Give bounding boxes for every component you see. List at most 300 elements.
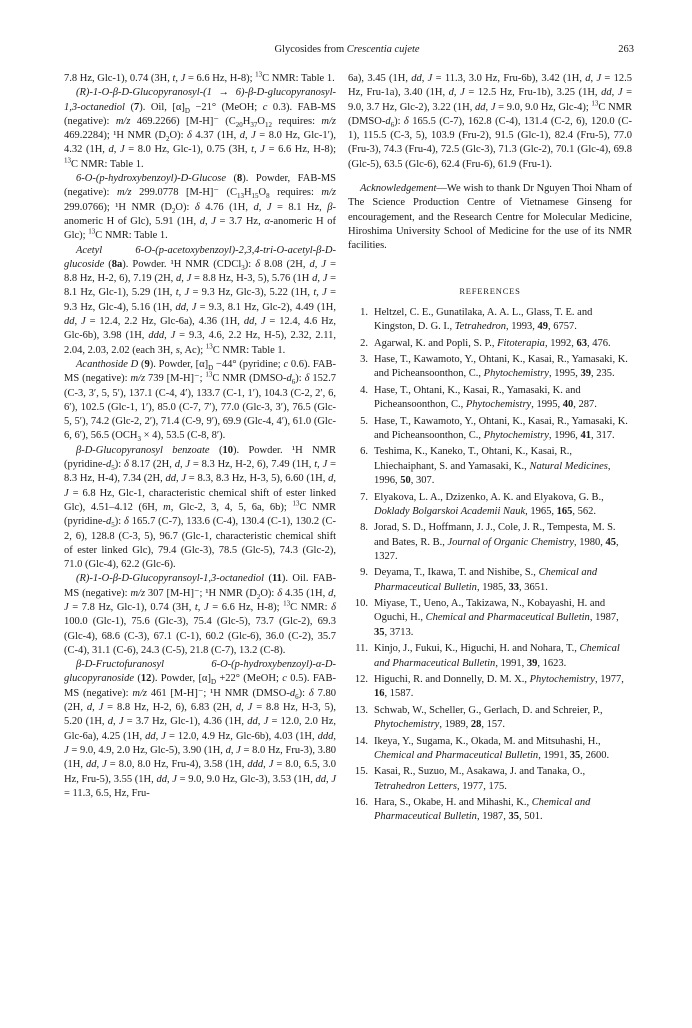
text-run: , 1996, bbox=[548, 429, 581, 441]
text-run: Chemical and Pharmaceutical Bulletin bbox=[374, 567, 598, 593]
text-run: Jorad, S. D., Hoffmann, J. J., Cole, J. R., Tempesta, M. S. and Bates, R. B., bbox=[374, 522, 616, 548]
acknowledgement-text: —We wish to thank Dr Nguyen Thoi Nham of The Science Production Centre of Vietnamese Ginseng for encouragement, and the Research Centre for Molecular Medicine, Hiroshima University School of Medicine for the use of its NMR facilities. bbox=[348, 183, 632, 252]
text-run: d bbox=[328, 473, 334, 485]
text-run: ). Powder. ¹H NMR (pyridine- bbox=[64, 444, 337, 471]
text-run: 0.5). FAB-MS (negative): bbox=[64, 673, 336, 699]
text-run: 20 bbox=[235, 120, 243, 129]
text-run: H bbox=[243, 187, 252, 199]
reference-text bbox=[374, 597, 632, 640]
text-run: dd bbox=[145, 730, 156, 742]
reference-item bbox=[348, 415, 632, 444]
text-run: J bbox=[118, 716, 124, 728]
text-run: Elyakova, L. A., Dzizenko, A. K. and Elyakova, G. B., bbox=[374, 491, 604, 503]
text-run: β bbox=[327, 201, 333, 213]
text-run: = 8.8 Hz, H-2, 6), 6.83 (2H, bbox=[103, 702, 236, 714]
text-run: J bbox=[191, 301, 197, 313]
text-run: O bbox=[258, 187, 267, 199]
paragraph bbox=[64, 658, 336, 801]
text-run: C NMR (DMSO- bbox=[212, 373, 287, 385]
text-run: J bbox=[203, 601, 209, 613]
reference-text bbox=[374, 384, 632, 413]
text-run: J bbox=[268, 759, 274, 771]
text-run: d bbox=[235, 702, 242, 714]
text-run: Deyama, T., Ikawa, T. and Nishibe, S., bbox=[374, 567, 539, 579]
text-run: 152.7 (C-3, 3′, 5, 5′), 137.1 (C-4, 4′), 133.7 (C-1, 1′), 104.3 (C-2, 2′, 6, 6′), 102.5 (Glc-1, 1′), 85.0 (C-7, 7′), 77.0 (Glc-3, 3′), 76.5 (Glc-5, 5′), 74.2 (Glc-2, 2′), 71.4 (C-9, 9′), 69.9 (Glc-4, 4′), 61.0 (Glc-6, 6′), 56.5 (OCH bbox=[64, 373, 336, 442]
text-run: d bbox=[239, 130, 245, 142]
text-run: J bbox=[322, 287, 327, 299]
text-run: J bbox=[180, 73, 186, 84]
text-run: ). Powder, FAB-MS (negative): bbox=[64, 173, 336, 199]
text-run: ( bbox=[138, 358, 145, 370]
text-run: J bbox=[185, 459, 191, 471]
text-run: , bbox=[181, 273, 187, 285]
reference-item bbox=[348, 353, 632, 382]
text-run: 35 bbox=[569, 749, 581, 761]
text-run: = 12.0, 2.0 Hz, Glc-6a), 4.25 (1H, bbox=[64, 716, 337, 742]
text-run: = 12.5 Hz, Fru-1b), 3.25 (1H, bbox=[464, 87, 602, 99]
text-run: Phytochemistry bbox=[529, 674, 595, 686]
reference-text bbox=[374, 353, 632, 382]
text-run: s bbox=[175, 344, 180, 356]
text-run: (R)-1-O-β-D-Glucopyransoyl-1,3-octanediol bbox=[76, 573, 265, 585]
text-run: Hara, S., Okabe, H. and Mihashi, K., bbox=[374, 797, 532, 809]
text-run: , bbox=[96, 759, 103, 771]
text-run: d bbox=[385, 115, 391, 127]
text-run: 4.76 (1H, bbox=[199, 201, 254, 213]
text-run: , 2600. bbox=[580, 749, 610, 761]
text-run: J bbox=[427, 73, 433, 84]
text-run: Chemical and Pharmaceutical Bulletin bbox=[425, 612, 590, 624]
paragraph bbox=[64, 444, 336, 573]
text-run: , 501. bbox=[518, 811, 543, 823]
reference-number: 6. bbox=[360, 446, 368, 458]
text-run: ( bbox=[226, 173, 238, 185]
text-run: dd bbox=[175, 301, 186, 313]
text-run: d bbox=[448, 87, 454, 99]
text-run: D bbox=[208, 364, 214, 373]
text-run: D bbox=[210, 678, 216, 687]
text-run: 2 bbox=[256, 592, 261, 601]
text-run: C NMR: Table 1. bbox=[262, 73, 335, 84]
text-run: , bbox=[155, 730, 162, 742]
text-run: 15 bbox=[251, 192, 259, 201]
text-run: H bbox=[242, 115, 251, 127]
text-run: = 6.8 Hz, Glc-1, characteristic chemical shift of ester linked Glc), 4.51–4.12 (6H, bbox=[64, 487, 336, 513]
text-run: (R)-1-O-β-D-Glucopyranosyl-(1 → 6)-β-D-glucopyranosyl-1,3-octanediol bbox=[64, 87, 336, 113]
text-run: d bbox=[199, 215, 205, 227]
text-run: ( bbox=[124, 101, 134, 113]
text-run: C NMR (pyridine- bbox=[64, 501, 336, 528]
text-run: , 317. bbox=[590, 429, 615, 441]
text-run: , bbox=[241, 702, 248, 714]
reference-number: 2. bbox=[360, 337, 368, 349]
text-run: , bbox=[611, 87, 618, 99]
text-run: m bbox=[163, 501, 171, 513]
text-run: c bbox=[283, 358, 289, 370]
text-run: = 12.4, 2.2 Hz, Glc-6a), 4.36 (1H, bbox=[85, 316, 244, 328]
text-run: C NMR: Table 1. bbox=[95, 230, 168, 242]
right-column bbox=[348, 72, 632, 827]
text-run: 37 bbox=[250, 120, 258, 129]
text-run: C NMR: Table 1. bbox=[212, 344, 286, 356]
text-run: 3 bbox=[137, 435, 141, 444]
text-run: 100.0 (Glc-1), 75.6 (Glc-3), 75.4 (Glc-5), 73.7 (Glc-2), 69.3 (Glc-4), 68.6 (C-3), 67.1 (C-1), 60.2 (Glc-6), 36.0 (C-2), 35.7 (C-4), 31.1 (C-6), 24.3 (C-5), 21.8 (C-7), 13.2 (C-8). bbox=[64, 616, 336, 656]
reference-item bbox=[348, 491, 632, 520]
text-run: m/z bbox=[130, 373, 146, 385]
acknowledgement-label: Acknowledgement bbox=[360, 183, 437, 195]
text-run: = 3.7 Hz, Glc-1), 4.36 (1H, bbox=[123, 716, 248, 728]
text-run: J bbox=[247, 702, 253, 714]
text-run: 299.0766); ¹H NMR (D bbox=[64, 201, 172, 213]
text-run: 4.37 (1H, bbox=[191, 130, 240, 142]
text-run: 13 bbox=[88, 227, 96, 236]
text-run: 299.0778 [M-H]⁻ (C bbox=[131, 187, 237, 199]
text-run: = 7.8 Hz, Glc-1), 0.74 (3H, bbox=[68, 601, 195, 613]
text-run: J bbox=[186, 273, 192, 285]
text-run: α bbox=[264, 215, 270, 227]
text-run: , bbox=[316, 287, 323, 299]
text-run: 8 bbox=[237, 173, 243, 185]
text-run: , bbox=[317, 459, 323, 471]
text-run: -anomeric H of Glc), 5.91 (1H, bbox=[64, 201, 336, 227]
text-run: Doklady Bolgarskoi Academii Nauk bbox=[374, 505, 526, 517]
text-run: J bbox=[260, 144, 265, 156]
text-run: = 12.4, 4.6 Hz, Glc-6b), 3.98 (1H, bbox=[64, 316, 337, 342]
text-run: Heltzel, C. E., Gunatilaka, A. A. L., Glass, T. E. and Kingston, D. G. I., bbox=[374, 306, 593, 333]
acknowledgement bbox=[348, 182, 632, 253]
text-run: J bbox=[596, 73, 602, 84]
text-run: δ bbox=[403, 115, 409, 127]
text-run: ). Powder. ¹H NMR (CDCl bbox=[122, 258, 242, 270]
text-run: , bbox=[113, 144, 121, 156]
text-run: J bbox=[64, 601, 69, 613]
text-run: 8a bbox=[111, 258, 123, 270]
text-run: C NMR: Table 1. bbox=[71, 158, 144, 170]
text-run: , bbox=[197, 601, 204, 613]
text-run: 7.8 Hz, Glc-1), 0.74 (3H, bbox=[64, 73, 173, 84]
text-run: = 8.3 Hz, H-2, 6), 7.49 (1H, bbox=[190, 459, 315, 471]
text-run: Kinjo, J., Fukui, K., Higuchi, H. and Nohara, T., bbox=[374, 643, 580, 655]
reference-number: 10. bbox=[354, 598, 368, 610]
text-run: , 1991, bbox=[538, 749, 570, 761]
text-run: , Glc-2, 3, 4, 5, 6a, 6b); bbox=[170, 501, 293, 513]
text-run: −44° (pyridine; bbox=[213, 358, 284, 370]
text-run: 11 bbox=[271, 573, 282, 585]
text-run: , bbox=[333, 730, 336, 742]
running-title-species: Crescentia cujete bbox=[346, 44, 420, 55]
text-run: t bbox=[194, 601, 198, 613]
text-run: 6 bbox=[390, 120, 395, 129]
text-run: = 9.0, 9.0 Hz, Glc-4); bbox=[495, 101, 592, 113]
text-run: ): bbox=[114, 459, 124, 471]
reference-text bbox=[374, 521, 632, 564]
reference-item bbox=[348, 337, 632, 351]
text-run: Phytochemistry bbox=[483, 429, 549, 441]
text-run: Agarwal, K. and Popli, S. P., bbox=[374, 337, 498, 349]
text-run: J bbox=[260, 316, 266, 328]
text-run: , 1977, bbox=[594, 674, 624, 686]
text-run: = 11.3, 6.5, Hz, Fru- bbox=[64, 787, 150, 799]
reference-item bbox=[348, 597, 632, 640]
text-run: , 1977, 175. bbox=[456, 780, 507, 792]
text-run: J bbox=[120, 144, 125, 156]
text-run: = 8.3, 8.3 Hz, H-3, 5), 6.60 (1H, bbox=[186, 473, 329, 485]
text-run: requires: bbox=[269, 187, 322, 199]
text-run: J bbox=[322, 273, 328, 285]
text-run: = 9.3 Hz, Glc-4), 5.16 (1H, bbox=[64, 287, 337, 313]
text-run: 6 bbox=[291, 378, 296, 387]
text-run: +22° (MeOH; bbox=[216, 673, 283, 685]
text-run: = 11.3, 3.0 Hz, Fru-6b), 3.42 (1H, bbox=[432, 73, 586, 84]
text-run: , bbox=[421, 73, 428, 84]
text-run: t bbox=[172, 73, 176, 84]
text-run: c bbox=[282, 673, 287, 685]
text-run: 13 bbox=[64, 156, 71, 165]
text-run: 12 bbox=[264, 120, 272, 129]
text-run: = 12.5 Hz, Fru-1a), 3.40 (1H, bbox=[348, 73, 632, 99]
text-run: β-D-Fructofuranosyl 6-O-(p-hydroxybenzoyl)-α-D-glucopyranoside bbox=[64, 659, 336, 685]
text-run: d bbox=[176, 273, 182, 285]
text-run: Kasai, R., Suzuo, M., Asakawa, J. and Tanaka, O., bbox=[374, 766, 586, 778]
text-run: = 8.0, 6.5, 3.0 Hz, Fru-5), 3.55 (1H, bbox=[64, 759, 337, 785]
text-run: Tetrahedron bbox=[454, 321, 506, 333]
reference-item bbox=[348, 566, 632, 595]
text-run: requires: bbox=[271, 115, 322, 127]
text-run: , 562. bbox=[572, 505, 597, 517]
text-run: 8.17 (2H, bbox=[128, 459, 175, 471]
text-run: Phytochemistry bbox=[374, 719, 440, 731]
text-run: J bbox=[172, 773, 177, 785]
text-run: = 8.0 Hz, Fru-3), 3.80 (1H, bbox=[64, 744, 337, 771]
text-run: ddd bbox=[317, 730, 334, 742]
text-run: 165.5 (C-7), 162.8 (C-4), 131.4 (C-2, 6), 120.0 (C-1), 115.5 (C-3, 5), 103.9 (Fru-2), 91.5 (Glc-1), 82.4 (Fru-5), 77.0 (Fru-3), 74.3 (Fru-4), 72.5 (Glc-3), 71.3 (Glc-2), 70.1 (Glc-4), 69.8 (Glc-5), 63.5 (Glc-6), 62.4 (Fru-6), 61.9 (Fru-1). bbox=[348, 115, 632, 170]
text-run: , bbox=[179, 459, 186, 471]
left-column bbox=[64, 72, 336, 801]
text-run: = 12.0, 4.9 Hz, Glc-6b), 4.03 (1H, bbox=[165, 730, 318, 742]
paragraph bbox=[64, 172, 336, 243]
text-run: , 3713. bbox=[384, 626, 414, 638]
running-head bbox=[60, 44, 634, 60]
reference-number: 14. bbox=[354, 735, 368, 747]
page-number: 263 bbox=[618, 44, 634, 55]
text-run: Tetrahedron Letters bbox=[374, 780, 457, 792]
text-run: 40 bbox=[562, 399, 574, 411]
text-run: 35 bbox=[508, 811, 519, 823]
text-run: 13 bbox=[283, 599, 291, 608]
text-run: , bbox=[590, 73, 597, 84]
text-run: ddd bbox=[148, 330, 165, 342]
text-run: d bbox=[107, 716, 113, 728]
text-run: , 6757. bbox=[547, 321, 577, 333]
reference-text bbox=[374, 704, 632, 733]
text-run: , bbox=[254, 144, 261, 156]
text-run: Miyase, T., Ueno, A., Takizawa, N., Kobayashi, H. and Oguchi, H., bbox=[374, 598, 606, 624]
text-run: 13 bbox=[236, 192, 244, 201]
text-run: Chemical and Pharmaceutical Bulletin bbox=[374, 797, 591, 823]
text-run: 50 bbox=[400, 475, 411, 487]
reference-number: 1. bbox=[360, 306, 368, 318]
reference-number: 8. bbox=[360, 522, 368, 534]
text-run: 49 bbox=[537, 321, 548, 333]
text-run: δ bbox=[277, 587, 283, 599]
reference-text bbox=[374, 796, 632, 825]
text-run: 165 bbox=[556, 505, 573, 517]
text-run: , bbox=[244, 130, 252, 142]
text-run: , bbox=[317, 273, 323, 285]
text-run: J bbox=[98, 702, 104, 714]
text-run: d bbox=[86, 702, 93, 714]
text-run: dd bbox=[165, 473, 177, 485]
text-run: ). Powder, [α] bbox=[149, 358, 209, 370]
text-run: 13 bbox=[591, 99, 599, 108]
reference-text bbox=[374, 337, 632, 351]
text-run: , 1587. bbox=[384, 688, 414, 700]
text-run: , bbox=[175, 73, 181, 84]
text-run: = 8.1 Hz, bbox=[271, 201, 328, 213]
text-run: , 157. bbox=[481, 719, 505, 731]
text-run: 6 bbox=[295, 692, 299, 701]
right-column-experimental bbox=[348, 72, 632, 172]
text-run: O): bbox=[169, 130, 188, 142]
reference-text bbox=[374, 735, 632, 764]
text-run: J bbox=[64, 487, 69, 499]
text-run: 12 bbox=[140, 673, 152, 685]
text-run: , 1623. bbox=[537, 657, 567, 669]
text-run: d bbox=[174, 459, 180, 471]
text-run: , 1989, bbox=[439, 719, 471, 731]
text-run: , bbox=[254, 316, 261, 328]
reference-text bbox=[374, 673, 632, 702]
text-run: −21° (MeOH; bbox=[189, 101, 263, 113]
text-run: 39 bbox=[526, 657, 538, 669]
text-run: , 1992, bbox=[544, 337, 577, 349]
reference-item bbox=[348, 765, 632, 794]
text-run: O bbox=[257, 115, 265, 127]
text-run: 5 bbox=[111, 521, 115, 530]
reference-item bbox=[348, 384, 632, 413]
text-run: dd bbox=[315, 773, 327, 785]
text-run: 2 bbox=[166, 135, 170, 144]
text-run: J bbox=[102, 759, 107, 771]
text-run: , bbox=[314, 258, 322, 270]
text-run: 7.80 (2H, bbox=[64, 687, 337, 714]
text-run: ( bbox=[134, 673, 141, 685]
text-run: 469.2284); ¹H NMR (D bbox=[64, 130, 167, 142]
text-run: 2 bbox=[171, 206, 176, 215]
text-run: ): bbox=[394, 115, 404, 127]
text-run: , bbox=[166, 773, 173, 785]
text-run: ): bbox=[298, 687, 309, 699]
text-run: = 9.3, 8.1 Hz, Glc-2), 4.49 (1H, bbox=[196, 301, 336, 313]
text-run: = 6.6 Hz, H-8); bbox=[264, 144, 337, 156]
text-run: , 307. bbox=[410, 475, 435, 487]
text-run: , 1995, bbox=[548, 368, 581, 380]
reference-number: 13. bbox=[354, 704, 368, 716]
text-run: 461 [M-H]⁻; ¹H NMR (DMSO- bbox=[146, 687, 290, 699]
text-run: d bbox=[309, 258, 315, 270]
reference-number: 15. bbox=[354, 766, 368, 778]
paragraph bbox=[64, 244, 336, 358]
text-run: dd bbox=[411, 73, 422, 84]
text-run: , bbox=[230, 744, 237, 756]
text-run: 4.35 (1H, bbox=[282, 587, 329, 599]
text-run: , 1991, bbox=[495, 657, 527, 669]
text-run: J bbox=[161, 730, 166, 742]
reference-item bbox=[348, 704, 632, 733]
text-run: 6a), 3.45 (1H, bbox=[348, 73, 412, 84]
text-run: d bbox=[253, 201, 259, 213]
reference-item bbox=[348, 306, 632, 335]
text-run: , 1987, bbox=[476, 811, 509, 823]
text-run: , bbox=[333, 473, 336, 485]
text-run: J bbox=[266, 201, 272, 213]
text-run: = 9.0, 4.9, 2.0 Hz, Glc-5), 3.90 (1H, bbox=[68, 744, 226, 756]
text-run: δ bbox=[255, 258, 261, 270]
paragraph bbox=[348, 72, 632, 172]
text-run: Journal of Organic Chemistry bbox=[447, 536, 574, 548]
reference-number: 4. bbox=[360, 384, 368, 396]
text-run: ). Oil. FAB-MS (negative): bbox=[64, 573, 336, 599]
reference-number: 16. bbox=[354, 797, 368, 809]
text-run: Teshima, K., Kaneko, T., Ohtani, K., Kasai, R., Lhiechaiphant, S. and Yamasaki, K., bbox=[374, 446, 573, 472]
text-run: = 8.0 Hz, Glc-1′), 4.32 (1H, bbox=[64, 130, 337, 156]
text-run: , 1985, bbox=[476, 581, 509, 593]
text-run: 39 bbox=[580, 368, 591, 380]
text-run: 13 bbox=[205, 342, 213, 351]
text-run: = 6.6 Hz, H-8); bbox=[208, 601, 284, 613]
text-run: , bbox=[113, 716, 119, 728]
text-run: 0.6). FAB-MS (negative): bbox=[64, 358, 337, 385]
running-title bbox=[60, 44, 634, 55]
text-run: dd bbox=[601, 87, 612, 99]
reference-number: 5. bbox=[360, 415, 368, 427]
text-run: ): bbox=[295, 373, 305, 385]
text-run: Natural Medicines bbox=[529, 460, 608, 472]
text-run: 13 bbox=[205, 370, 213, 379]
reference-item bbox=[348, 735, 632, 764]
text-run: 8 bbox=[266, 192, 270, 201]
text-run: 469.2266) [M-H]⁻ (C bbox=[130, 115, 236, 127]
text-run: = 3.7 Hz, bbox=[215, 215, 265, 227]
text-run: , bbox=[178, 287, 185, 299]
reference-text bbox=[374, 445, 632, 488]
text-run: dd bbox=[156, 773, 167, 785]
text-run: , bbox=[74, 316, 82, 328]
text-run: = 8.1 Hz, Glc-1), 5.29 (1H, bbox=[64, 273, 337, 299]
text-run: J bbox=[617, 87, 623, 99]
text-run: δ bbox=[194, 201, 200, 213]
text-run: ): bbox=[244, 258, 256, 270]
text-run: 3 bbox=[241, 263, 245, 272]
text-run: = 9.3, 4.6, 2.2 Hz, H-5), 2.32, 2.11, 2.04, 2.03, 2.02 (each 3H, bbox=[64, 330, 336, 356]
text-run: t bbox=[314, 459, 318, 471]
text-run: J bbox=[211, 215, 216, 227]
text-run: J bbox=[181, 473, 187, 485]
text-run: m/z bbox=[115, 115, 131, 127]
text-run: ( bbox=[104, 258, 112, 270]
text-run: O): bbox=[175, 201, 195, 213]
text-run: , bbox=[164, 330, 171, 342]
text-run: δ bbox=[187, 130, 192, 142]
text-run: Fitoterapia bbox=[497, 337, 545, 349]
text-run: = 8.0, 8.0 Hz, Fru-4), 3.58 (1H, bbox=[106, 759, 248, 771]
text-run: -anomeric H of Glc); bbox=[64, 215, 336, 242]
text-run: Hase, T., Kawamoto, Y., Ohtani, K., Kasai, R., Yamasaki, K. and Picheansoonthon, C., bbox=[374, 354, 628, 380]
references-list bbox=[348, 306, 632, 825]
text-run: 0.3). FAB-MS (negative): bbox=[64, 101, 336, 127]
text-run: d bbox=[312, 273, 318, 285]
text-run: J bbox=[322, 459, 328, 471]
